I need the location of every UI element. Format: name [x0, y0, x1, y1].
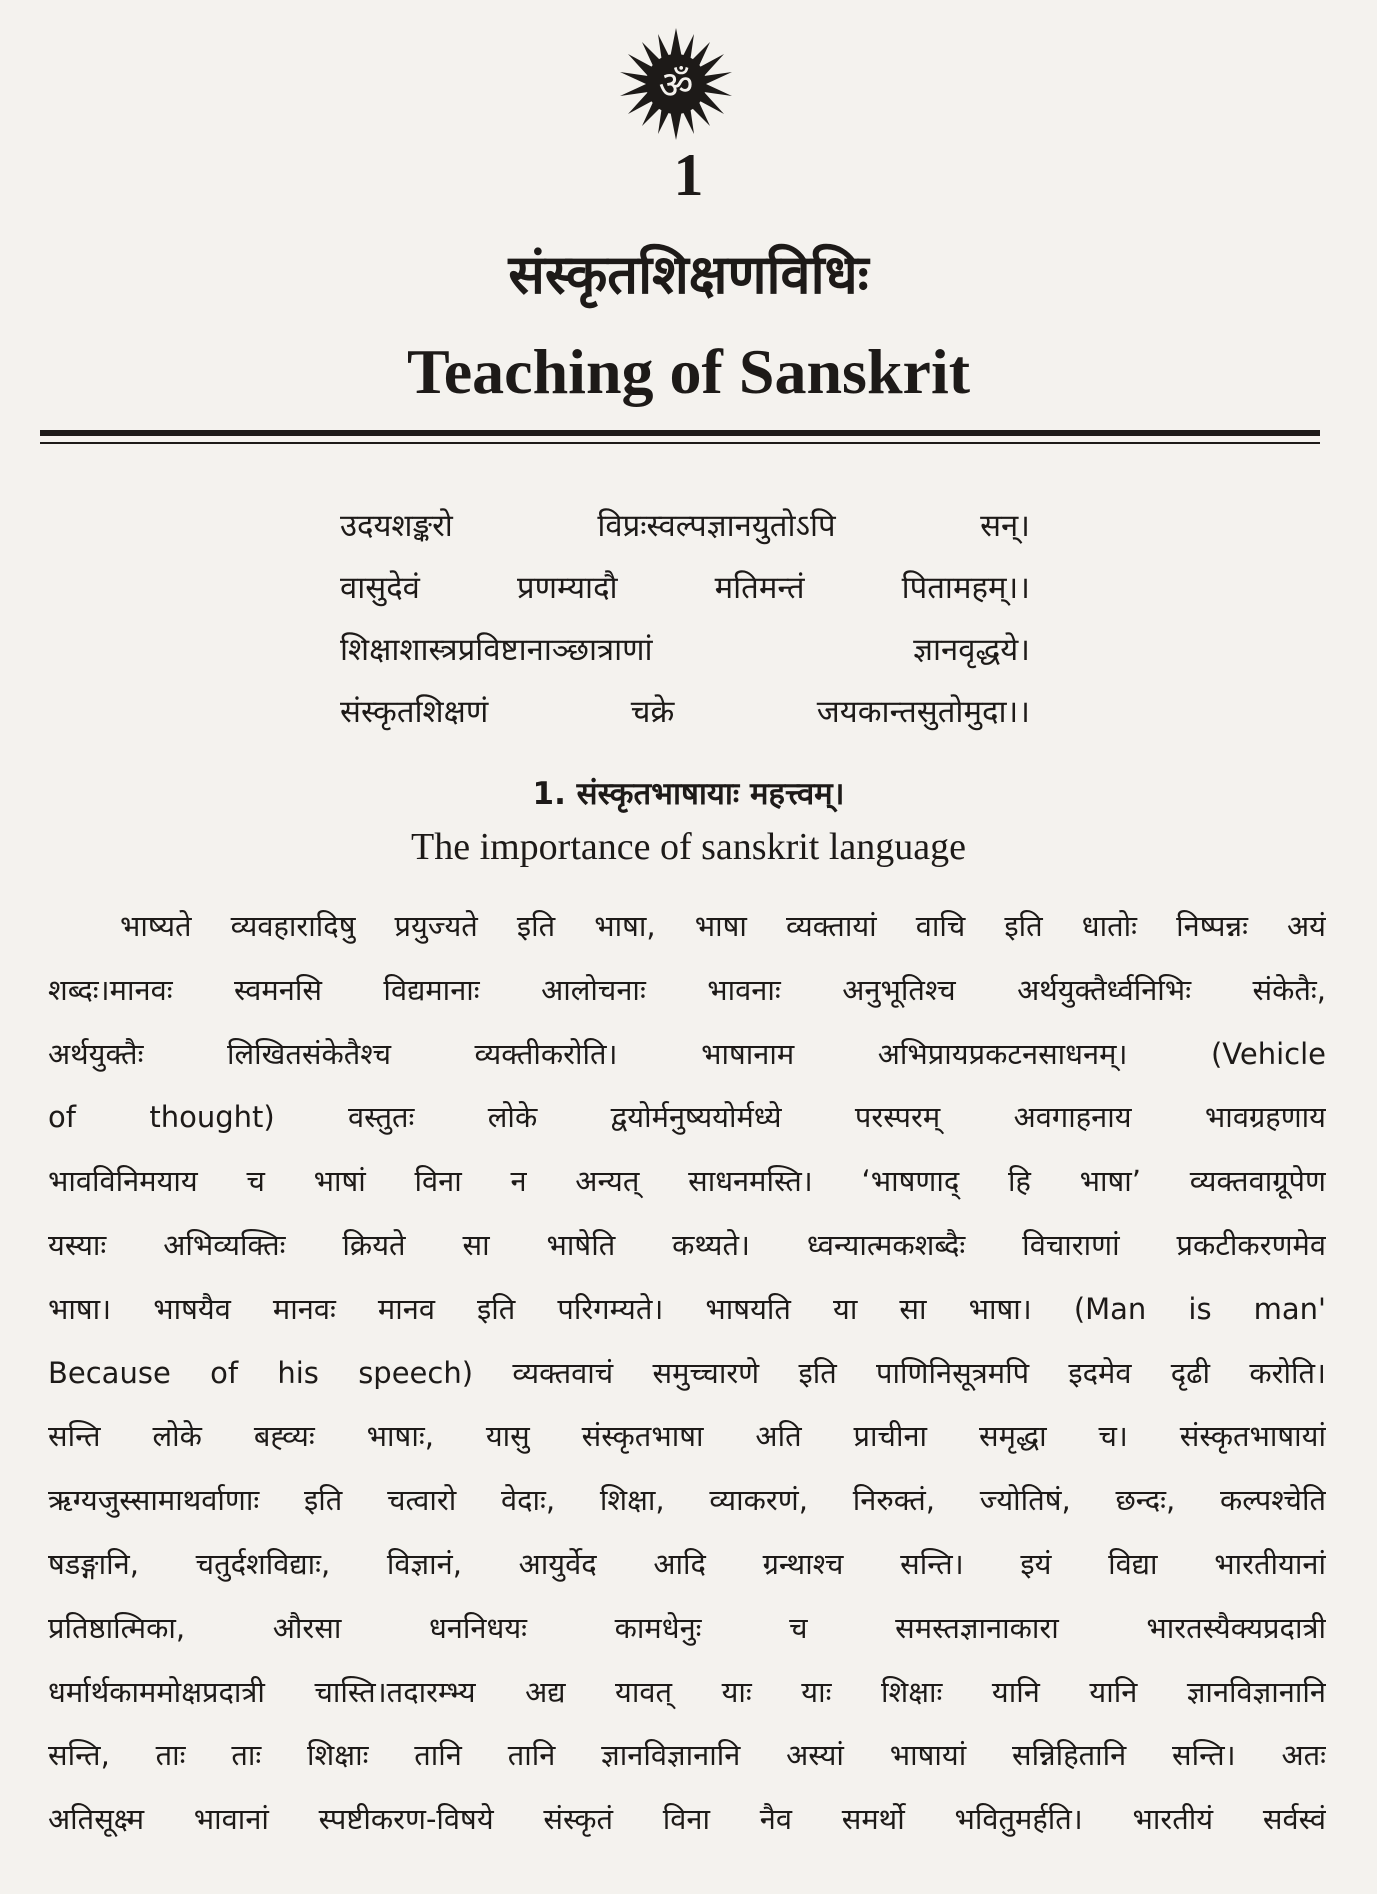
paragraph-line: यस्याः अभिव्यक्तिः क्रियते सा भाषेति कथ्यते। ध्वन्यात्मकशब्दैः विचाराणां प्रकटीकरणमेव	[48, 1227, 1326, 1262]
paragraph-line: अतिसूक्ष्म भावानां स्पष्टीकरण-विषये संस्कृतं विना नैव समर्थो भवितुमर्हति। भारतीयं सर्वस्वं	[48, 1802, 1326, 1837]
chapter-title-sanskrit: संस्कृतशिक्षणविधिः	[508, 243, 869, 306]
paragraph-line: प्रतिष्ठात्मिका, औरसा धननिधयः कामधेनुः च समस्तज्ञानाकारा भारतस्यैक्यप्रदात्री	[48, 1610, 1326, 1645]
title-divider-thick	[40, 430, 1320, 436]
body-paragraph	[48, 895, 1326, 1852]
om-emblem-icon	[620, 28, 732, 140]
paragraph-line: सन्ति लोके बह्व्यः भाषाः, यासु संस्कृतभाषा अति प्राचीना समृद्धा च। संस्कृतभाषायां	[48, 1419, 1326, 1454]
verse-line: उदयशङ्करो विप्रःस्वल्पज्ञानयुतोऽपि सन्।	[340, 508, 1030, 544]
verse-line: शिक्षाशास्त्रप्रविष्टानाञ्छात्राणां ज्ञानवृद्धये।	[340, 632, 1030, 668]
paragraph-line: Because of his speech) व्यक्तवाचं समुच्चारणे इति पाणिनिसूत्रमपि इदमेव दृढी करोति।	[48, 1355, 1326, 1390]
paragraph-line: ऋग्यजुस्सामाथर्वाणाः इति चत्वारो वेदाः, शिक्षा, व्याकरणं, निरुक्तं, ज्योतिषं, छन्दः, कल्पश्चेति	[48, 1483, 1326, 1518]
paragraph-line: षडङ्गानि, चतुर्दशविद्याः, विज्ञानं, आयुर्वेद आदि ग्रन्थाश्च सन्ति। इयं विद्या भारतीयानां	[48, 1546, 1326, 1581]
verse-line: संस्कृतशिक्षणं चक्रे जयकान्तसुतोमुदा।।	[340, 694, 1030, 730]
opening-verse	[340, 495, 1030, 743]
paragraph-line: भाष्यते व्यवहारादिषु प्रयुज्यते इति भाषा, भाषा व्यक्तायां वाचि इति धातोः निष्पन्नः अयं	[120, 909, 1326, 943]
paragraph-line: of thought) वस्तुतः लोके द्वयोर्मनुष्ययोर्मध्ये परस्परम् अवगाहनाय भावग्रहणाय	[48, 1100, 1326, 1135]
paragraph-line: भाषा। भाषयैव मानवः मानव इति परिगम्यते। भाषयति या सा भाषा। (Man is man'	[48, 1291, 1326, 1326]
section-subheading: The importance of sanskrit language	[410, 826, 967, 868]
paragraph-line: अर्थयुक्तैः लिखितसंकेतैश्च व्यक्तीकरोति। भाषानाम अभिप्रायप्रकटनसाधनम्। (Vehicle	[48, 1036, 1326, 1071]
paragraph-line: धर्मार्थकाममोक्षप्रदात्री चास्ति।तदारम्भ्य अद्य यावत् याः याः शिक्षाः यानि यानि ज्ञानविज्ञानानि	[48, 1674, 1326, 1709]
verse-line: वासुदेवं प्रणम्यादौ मतिमन्तं पितामहम्।।	[340, 570, 1030, 606]
title-divider-thin	[40, 442, 1320, 444]
chapter-title-english: Teaching of Sanskrit	[406, 336, 971, 407]
om-symbol: ॐ	[658, 63, 694, 107]
chapter-number: 1	[673, 142, 704, 208]
section-heading: 1. संस्कृतभाषायाः महत्त्वम्।	[532, 776, 845, 812]
paragraph-line: भावविनिमयाय च भाषां विना न अन्यत् साधनमस्ति। ‘भाषणाद् हि भाषा’ व्यक्तवाग्रूपेण	[48, 1164, 1326, 1199]
paragraph-line: शब्दः।मानवः स्वमनसि विद्यमानाः आलोचनाः भावनाः अनुभूतिश्च अर्थयुक्तैर्ध्वनिभिः संकेतैः,	[48, 972, 1326, 1007]
paragraph-line: सन्ति, ताः ताः शिक्षाः तानि तानि ज्ञानविज्ञानानि अस्यां भाषायां सन्निहितानि सन्ति। अतः	[48, 1738, 1326, 1773]
